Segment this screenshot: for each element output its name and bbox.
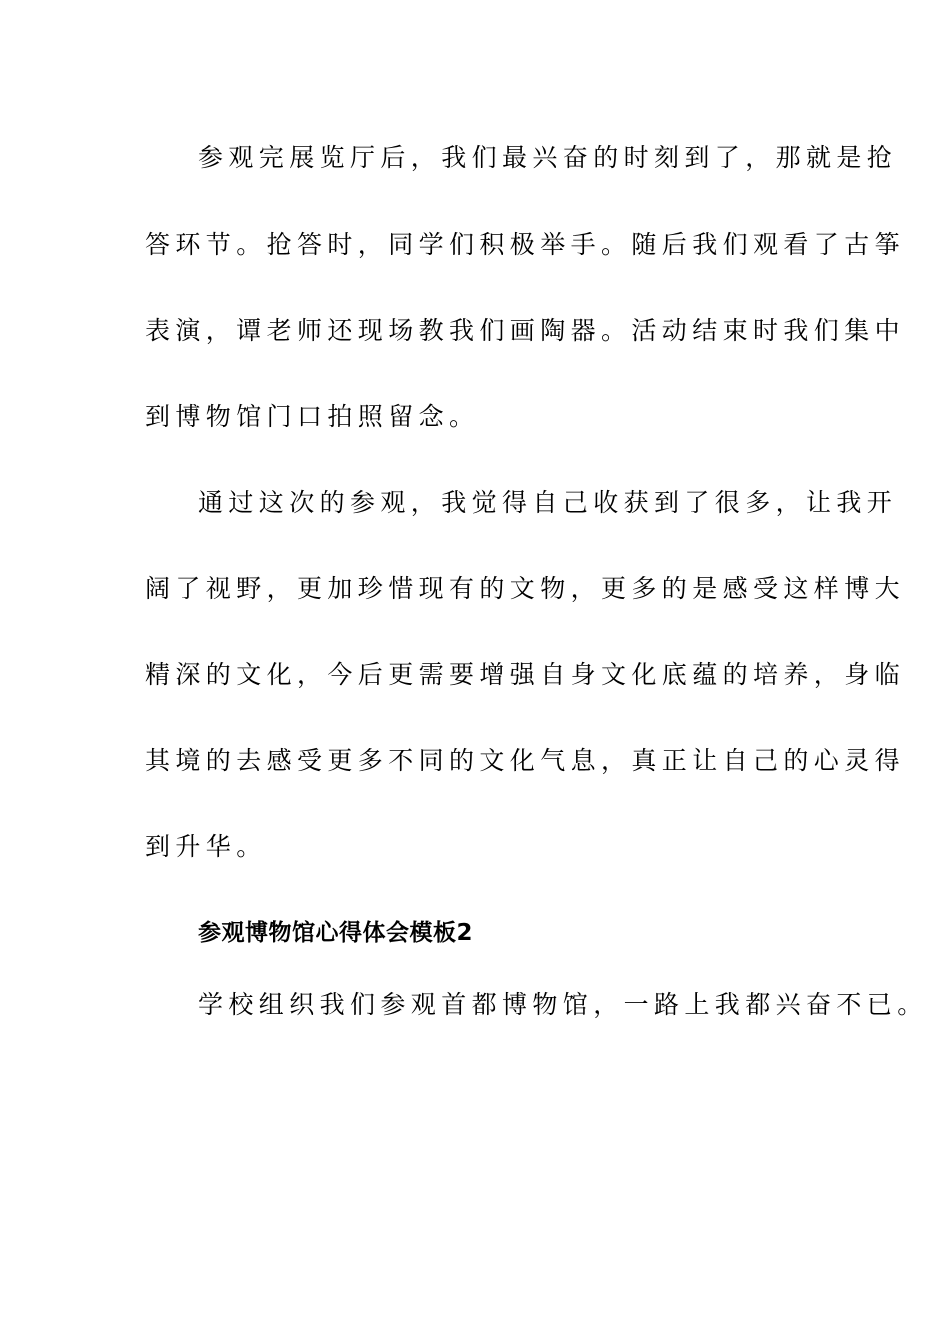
paragraph-1-line-3: 表演，谭老师还现场教我们画陶器。活动结束时我们集中	[145, 316, 906, 345]
paragraph-2-line-5: 到升华。	[145, 832, 267, 861]
paragraph-1-line-4: 到博物馆门口拍照留念。	[145, 402, 480, 431]
paragraph-2-line-4: 其境的去感受更多不同的文化气息，真正让自己的心灵得	[145, 746, 906, 775]
paragraph-2-line-1: 通过这次的参观，我觉得自己收获到了很多，让我开	[198, 488, 898, 517]
paragraph-2-line-2: 阔了视野，更加珍惜现有的文物，更多的是感受这样博大	[145, 574, 906, 603]
paragraph-1-line-2: 答环节。抢答时，同学们积极举手。随后我们观看了古筝	[145, 230, 906, 259]
paragraph-3-line-1: 学校组织我们参观首都博物馆，一路上我都兴奋不已。	[198, 990, 928, 1019]
section-heading: 参观博物馆心得体会模板2	[198, 920, 474, 946]
paragraph-2-line-3: 精深的文化，今后更需要增强自身文化底蕴的培养，身临	[145, 660, 906, 689]
paragraph-1-line-1: 参观完展览厅后，我们最兴奋的时刻到了，那就是抢	[198, 143, 898, 172]
